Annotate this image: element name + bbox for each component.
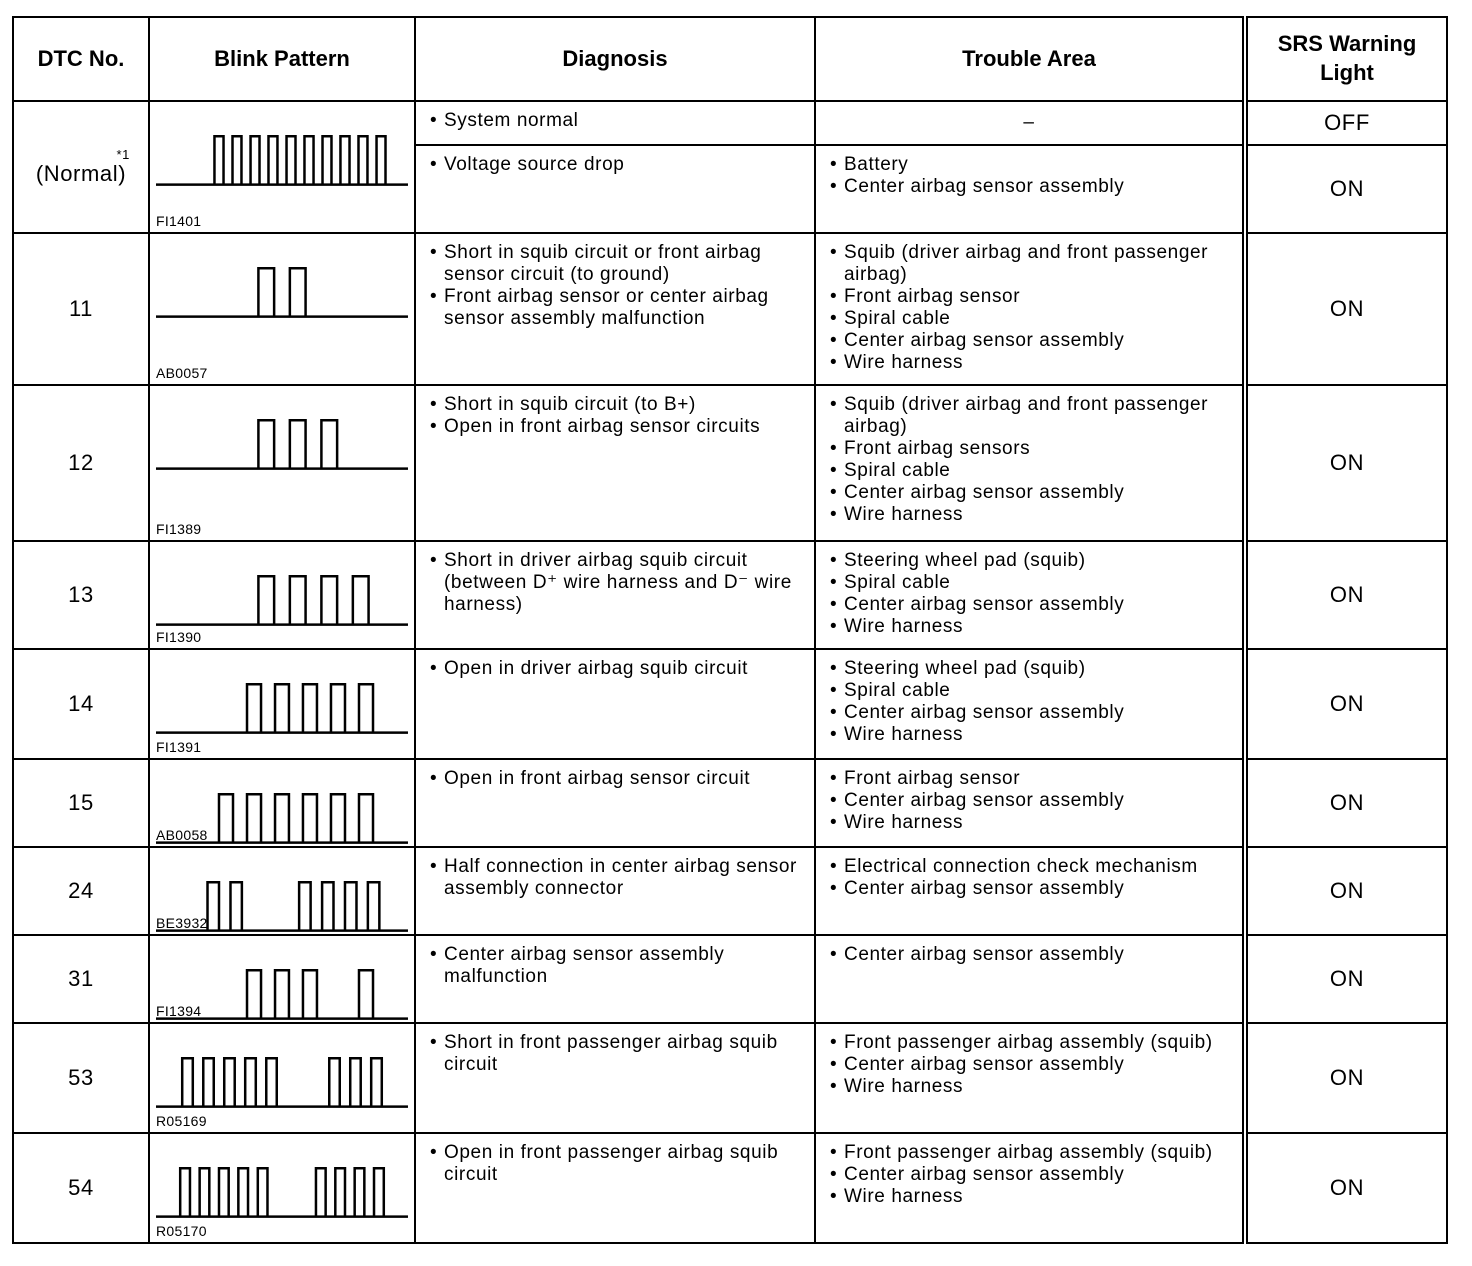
list-item: • Short in squib circuit (to B+) <box>430 394 804 416</box>
diagnosis-cell <box>415 145 815 233</box>
list-item: • Center airbag sensor assembly <box>830 482 1232 504</box>
figure-id: AB0057 <box>156 365 208 381</box>
blink-pattern-cell <box>149 1133 415 1243</box>
blink-pattern-waveform <box>156 102 408 203</box>
list-item: • Wire harness <box>830 616 1232 638</box>
blink-pattern-waveform <box>156 386 408 487</box>
srs-light-cell: ON <box>1245 385 1447 541</box>
table-row <box>13 1133 1447 1243</box>
dtc-code-cell: 12 <box>13 385 149 541</box>
srs-light-cell: ON <box>1245 759 1447 847</box>
list-item: • Center airbag sensor assembly <box>830 1164 1232 1186</box>
dtc-code-cell: 11 <box>13 233 149 385</box>
trouble-area-cell <box>815 935 1245 1023</box>
trouble-area-cell <box>815 233 1245 385</box>
diagnosis-list <box>416 102 814 138</box>
trouble-area-list <box>816 386 1242 532</box>
list-item: • Wire harness <box>830 1186 1232 1208</box>
waveform-pulses <box>258 268 305 316</box>
list-item: • Front airbag sensor or center airbag sensor assembly malfunction <box>430 286 804 330</box>
trouble-area-cell <box>815 847 1245 935</box>
list-item: • Steering wheel pad (squib) <box>830 658 1232 680</box>
waveform-pulses <box>258 576 368 624</box>
figure-id: FI1394 <box>156 1003 202 1019</box>
list-item: • Open in driver airbag squib circuit <box>430 658 804 680</box>
dtc-code-cell: 31 <box>13 935 149 1023</box>
table-row <box>13 935 1447 1023</box>
diagnosis-list <box>416 760 814 796</box>
figure-id: BE3932 <box>156 915 208 931</box>
dtc-code-cell: 53 <box>13 1023 149 1133</box>
list-item: • Center airbag sensor assembly <box>830 1054 1232 1076</box>
list-item: • Short in driver airbag squib circuit (between D⁺ wire harness and D⁻ wire harness) <box>430 550 804 616</box>
diagnosis-list <box>416 848 814 906</box>
list-item: • Spiral cable <box>830 460 1232 482</box>
figure-id: AB0058 <box>156 827 208 843</box>
trouble-area-cell <box>815 541 1245 649</box>
list-item: • Center airbag sensor assembly <box>830 330 1232 352</box>
dtc-table <box>12 16 1448 1244</box>
blink-pattern-waveform <box>156 936 408 1037</box>
list-item: • Wire harness <box>830 724 1232 746</box>
waveform-pulses <box>258 420 337 468</box>
list-item: • Spiral cable <box>830 572 1232 594</box>
list-item: • Center airbag sensor assembly malfunction <box>430 944 804 988</box>
footnote-marker: *1 <box>116 146 130 162</box>
trouble-area-list <box>816 760 1242 840</box>
table-body <box>13 101 1447 1243</box>
list-item: • Front airbag sensor <box>830 768 1232 790</box>
list-item: • Steering wheel pad (squib) <box>830 550 1232 572</box>
list-item: • Center airbag sensor assembly <box>830 176 1232 198</box>
trouble-area-none: – <box>1023 112 1035 133</box>
diagnosis-cell <box>415 385 815 541</box>
list-item: • Spiral cable <box>830 680 1232 702</box>
srs-light-cell: ON <box>1245 145 1447 233</box>
table-row <box>13 101 1447 145</box>
list-item: • Center airbag sensor assembly <box>830 878 1232 900</box>
diagnosis-list <box>416 386 814 444</box>
trouble-area-list <box>816 1024 1242 1104</box>
blink-pattern-cell <box>149 649 415 759</box>
table-row <box>13 649 1447 759</box>
blink-pattern-waveform <box>156 1134 408 1235</box>
table-row <box>13 541 1447 649</box>
figure-id: FI1391 <box>156 739 202 755</box>
waveform-pulses <box>247 684 373 732</box>
list-item: • Open in front passenger airbag squib circuit <box>430 1142 804 1186</box>
header-blink-pattern: Blink Pattern <box>149 17 415 101</box>
dtc-code-cell <box>13 101 149 233</box>
waveform-pulses <box>219 794 373 842</box>
list-item: • Half connection in center airbag sensor assembly connector <box>430 856 804 900</box>
waveform-pulses <box>180 1168 384 1216</box>
trouble-area-list <box>816 936 1242 972</box>
diagnosis-cell <box>415 1023 815 1133</box>
list-item: • Center airbag sensor assembly <box>830 702 1232 724</box>
diagnosis-cell <box>415 541 815 649</box>
list-item: • Wire harness <box>830 812 1232 834</box>
dtc-code-cell: 15 <box>13 759 149 847</box>
blink-pattern-cell <box>149 233 415 385</box>
diagnosis-cell <box>415 847 815 935</box>
list-item: • Open in front airbag sensor circuit <box>430 768 804 790</box>
dtc-code-cell: 13 <box>13 541 149 649</box>
table-row <box>13 759 1447 847</box>
trouble-area-cell <box>815 1023 1245 1133</box>
list-item: • Squib (driver airbag and front passenger airbag) <box>830 394 1232 438</box>
diagnosis-cell <box>415 935 815 1023</box>
trouble-area-list <box>816 1134 1242 1214</box>
list-item: • Wire harness <box>830 1076 1232 1098</box>
dtc-code: (Normal) <box>35 160 127 186</box>
list-item: • Center airbag sensor assembly <box>830 594 1232 616</box>
trouble-area-cell <box>815 145 1245 233</box>
diagnosis-list <box>416 234 814 336</box>
list-item: • Voltage source drop <box>430 154 804 176</box>
table-row <box>13 847 1447 935</box>
header-diagnosis: Diagnosis <box>415 17 815 101</box>
blink-pattern-waveform <box>156 650 408 751</box>
list-item: • Front passenger airbag assembly (squib) <box>830 1142 1232 1164</box>
trouble-area-cell <box>815 649 1245 759</box>
diagnosis-list <box>416 936 814 994</box>
header-dtc-no: DTC No. <box>13 17 149 101</box>
blink-pattern-waveform <box>156 542 408 643</box>
list-item: • Wire harness <box>830 352 1232 374</box>
diagnosis-list <box>416 650 814 686</box>
blink-pattern-cell <box>149 759 415 847</box>
diagnosis-cell <box>415 759 815 847</box>
srs-light-cell: OFF <box>1245 101 1447 145</box>
trouble-area-cell <box>815 101 1245 145</box>
diagnosis-cell <box>415 233 815 385</box>
trouble-area-list <box>816 542 1242 644</box>
blink-pattern-cell <box>149 101 415 233</box>
list-item: • Center airbag sensor assembly <box>830 944 1232 966</box>
trouble-area-cell <box>815 759 1245 847</box>
trouble-area-list <box>816 146 1242 204</box>
list-item: • Spiral cable <box>830 308 1232 330</box>
blink-pattern-waveform <box>156 760 408 861</box>
dtc-code-cell: 24 <box>13 847 149 935</box>
list-item: • Short in squib circuit or front airbag sensor circuit (to ground) <box>430 242 804 286</box>
dtc-code-cell: 14 <box>13 649 149 759</box>
list-item: • Short in front passenger airbag squib circuit <box>430 1032 804 1076</box>
figure-id: R05170 <box>156 1223 207 1239</box>
srs-light-cell: ON <box>1245 1133 1447 1243</box>
list-item: • Open in front airbag sensor circuits <box>430 416 804 438</box>
table-row <box>13 385 1447 541</box>
dtc-code-cell: 54 <box>13 1133 149 1243</box>
srs-light-cell: ON <box>1245 935 1447 1023</box>
trouble-area-list <box>816 650 1242 752</box>
srs-light-cell: ON <box>1245 1023 1447 1133</box>
list-item: • Electrical connection check mechanism <box>830 856 1232 878</box>
table-row <box>13 1023 1447 1133</box>
trouble-area-list <box>816 848 1242 906</box>
list-item: • System normal <box>430 110 804 132</box>
list-item: • Center airbag sensor assembly <box>830 790 1232 812</box>
blink-pattern-waveform <box>156 234 408 335</box>
blink-pattern-cell <box>149 935 415 1023</box>
list-item: • Squib (driver airbag and front passenger airbag) <box>830 242 1232 286</box>
srs-light-cell: ON <box>1245 541 1447 649</box>
waveform-pulses <box>208 882 380 930</box>
trouble-area-cell <box>815 1133 1245 1243</box>
blink-pattern-waveform <box>156 1024 408 1125</box>
figure-id: FI1389 <box>156 521 202 537</box>
waveform-pulses <box>182 1058 382 1106</box>
trouble-area-cell <box>815 385 1245 541</box>
figure-id: FI1401 <box>156 213 202 229</box>
diagnosis-list <box>416 1134 814 1192</box>
header-row <box>13 17 1447 101</box>
diagnosis-list <box>416 1024 814 1082</box>
figure-id: FI1390 <box>156 629 202 645</box>
list-item: • Front airbag sensor <box>830 286 1232 308</box>
waveform-pulses <box>247 970 373 1018</box>
diagnosis-cell <box>415 649 815 759</box>
waveform-pulses <box>214 136 385 184</box>
blink-pattern-waveform <box>156 848 408 949</box>
blink-pattern-cell <box>149 847 415 935</box>
diagnosis-cell <box>415 101 815 145</box>
figure-id: R05169 <box>156 1113 207 1129</box>
srs-light-cell: ON <box>1245 847 1447 935</box>
trouble-area-list <box>816 234 1242 380</box>
list-item: • Front airbag sensors <box>830 438 1232 460</box>
srs-light-cell: ON <box>1245 649 1447 759</box>
table-row <box>13 233 1447 385</box>
diagnosis-cell <box>415 1133 815 1243</box>
header-trouble-area: Trouble Area <box>815 17 1245 101</box>
header-srs-warning-light: SRS Warning Light <box>1245 17 1447 101</box>
list-item: • Battery <box>830 154 1232 176</box>
blink-pattern-cell <box>149 385 415 541</box>
blink-pattern-cell <box>149 541 415 649</box>
diagnosis-list <box>416 146 814 182</box>
diagnosis-list <box>416 542 814 622</box>
srs-light-cell: ON <box>1245 233 1447 385</box>
list-item: • Front passenger airbag assembly (squib) <box>830 1032 1232 1054</box>
blink-pattern-cell <box>149 1023 415 1133</box>
list-item: • Wire harness <box>830 504 1232 526</box>
